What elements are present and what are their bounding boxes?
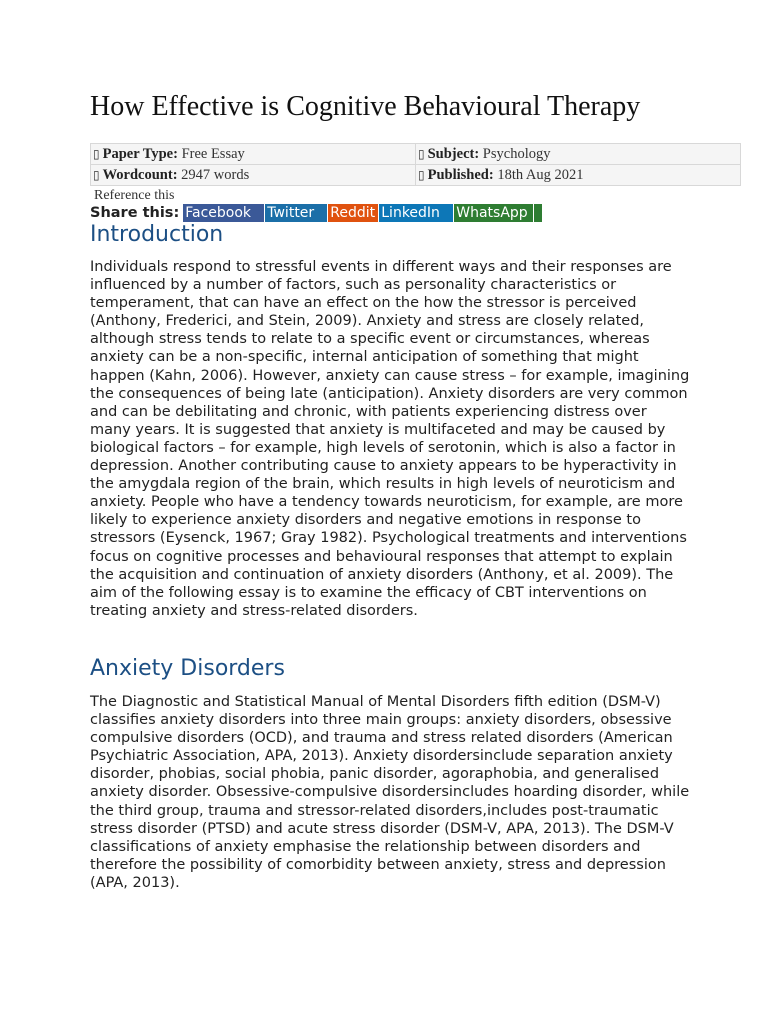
subject-icon: ▯ bbox=[418, 146, 425, 161]
wordcount-cell bbox=[91, 165, 416, 186]
published-cell bbox=[416, 165, 741, 186]
share-linkedin-button[interactable]: LinkedIn bbox=[379, 204, 454, 222]
subject-label: Subject: bbox=[427, 145, 480, 162]
published-value: 18th Aug 2021 bbox=[497, 166, 584, 183]
share-more-button[interactable] bbox=[534, 204, 542, 222]
section-heading-introduction: Introduction bbox=[90, 222, 224, 247]
published-label: Published: bbox=[427, 166, 494, 183]
paper-type-label: Paper Type: bbox=[102, 145, 178, 162]
section-paragraph-anxiety-disorders: The Diagnostic and Statistical Manual of Mental Disorders fifth edition (DSM-V) classifies anxiety disorders into three main groups: anxiety disorders, obsessive compulsive disorders (OCD), and trauma and stress related disorders (American Psychiatric Association, APA, 2013). Anxiety disordersinclude separation anxiety disorder, phobias, social phobia, panic disorder, agoraphobia, and generalised anxiety disorder. Obsessive-compulsive disordersincludes hoarding disorder, while the third group, trauma and stressor-related disorders,includes post-traumatic stress disorder (PTSD) and acute stress disorder (DSM-V, APA, 2013). The DSM-V classifications of anxiety emphasise the relationship between disorders and therefore the possibility of comorbidity between anxiety, stress and depression (APA, 2013). bbox=[90, 694, 690, 891]
subject-value: Psychology bbox=[482, 145, 551, 162]
subject-cell bbox=[416, 144, 741, 165]
paper-type-value: Free Essay bbox=[181, 145, 245, 162]
calendar-icon: ▯ bbox=[418, 167, 425, 182]
wordcount-icon: ▯ bbox=[93, 167, 100, 182]
page-title: How Effective is Cognitive Behavioural Therapy bbox=[90, 91, 641, 122]
share-bar bbox=[90, 204, 542, 222]
essay-meta-table bbox=[90, 143, 741, 186]
section-paragraph-introduction: Individuals respond to stressful events in different ways and their responses are influenced by a number of factors, such as personality characteristics or temperament, that can have an effect on the how the stressor is perceived (Anthony, Frederici, and Stein, 2009). Anxiety and stress are closely related, although stress tends to relate to a specific event or circumstances, whereas anxiety can be a non-specific, internal anticipation of something that might happen (Kahn, 2006). However, anxiety can cause stress – for example, imagining the consequences of being late (anticipation). Anxiety disorders are very common and can be debilitating and chronic, with patients experiencing distress over many years. It is suggested that anxiety is multifaceted and may be caused by biological factors – for example, high levels of serotonin, which is also a factor in depression. Another contributing cause to anxiety appears to be hyperactivity in the amygdala region of the brain, which results in high levels of neuroticism and anxiety. People who have a tendency towards neuroticism, for example, are more likely to experience anxiety disorders and negative emotions in response to stressors (Eysenck, 1967; Gray 1982). Psychological treatments and interventions focus on cognitive processes and behavioural responses that attempt to explain the acquisition and continuation of anxiety disorders (Anthony, et al. 2009). The aim of the following essay is to examine the efficacy of CBT interventions on treating anxiety and stress-related disorders. bbox=[90, 259, 690, 619]
paper-type-icon: ▯ bbox=[93, 146, 100, 161]
paper-type-cell bbox=[91, 144, 416, 165]
wordcount-value: 2947 words bbox=[181, 166, 250, 183]
share-whatsapp-button[interactable]: WhatsApp bbox=[454, 204, 534, 222]
share-label: Share this: bbox=[90, 205, 180, 221]
share-reddit-button[interactable]: Reddit bbox=[328, 204, 379, 222]
wordcount-label: Wordcount: bbox=[102, 166, 178, 183]
reference-this-button[interactable]: Reference this bbox=[94, 188, 175, 203]
section-heading-anxiety-disorders: Anxiety Disorders bbox=[90, 656, 285, 681]
share-facebook-button[interactable]: Facebook bbox=[183, 204, 265, 222]
share-twitter-button[interactable]: Twitter bbox=[265, 204, 328, 222]
